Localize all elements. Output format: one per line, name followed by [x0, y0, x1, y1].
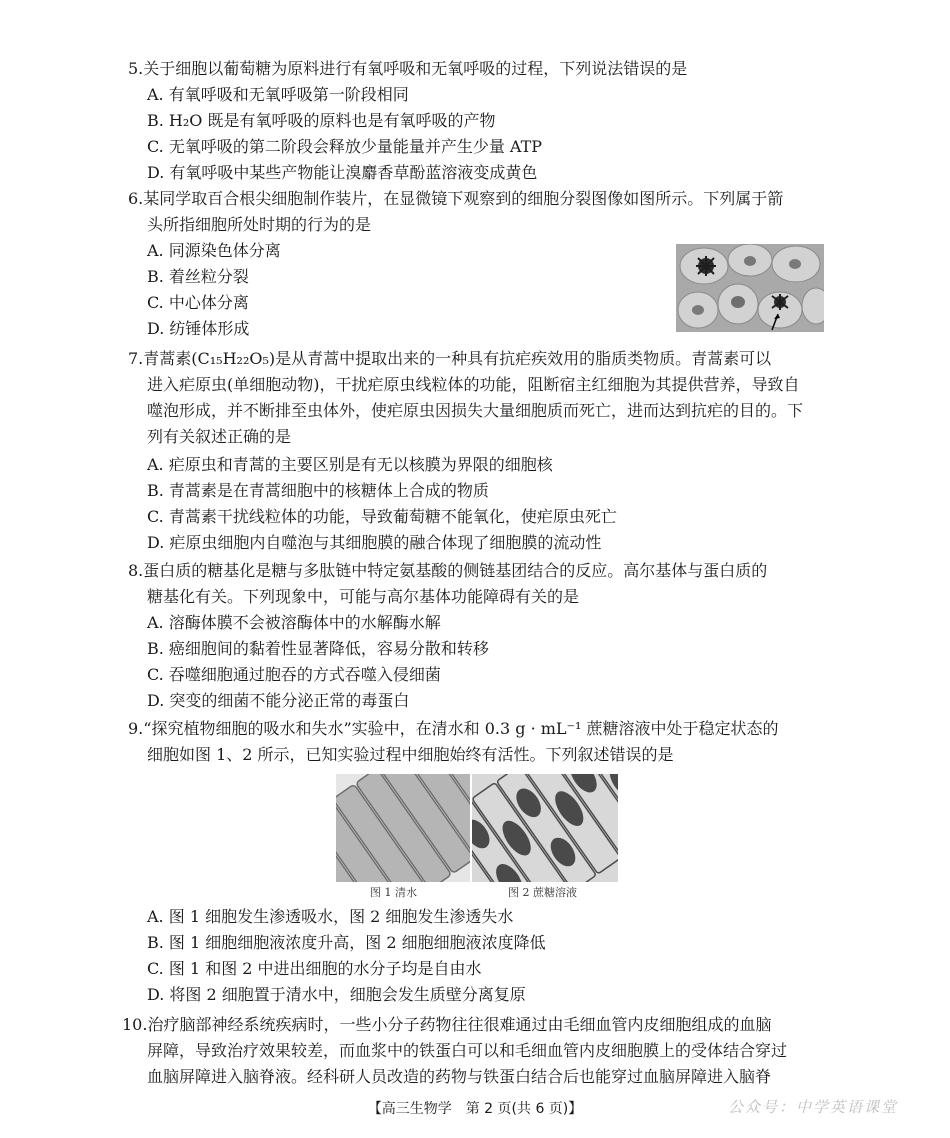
q9-stem-line2: 细胞如图 1、2 所示，已知实验过程中细胞始终有活性。下列叙述错误的是 — [147, 745, 674, 764]
q6-option-b: B. 着丝粒分裂 — [147, 267, 249, 286]
q10-stem-line2: 屏障，导致治疗效果较差，而血浆中的铁蛋白可以和毛细血管内皮细胞膜上的受体结合穿过 — [147, 1041, 788, 1060]
q7-option-b: B. 青蒿素是在青蒿细胞中的核糖体上合成的物质 — [147, 481, 489, 500]
q7-stem-line2: 进入疟原虫(单细胞动物)，干扰疟原虫线粒体的功能，阻断宿主红细胞为其提供营养，导致自 — [147, 375, 800, 394]
q10-stem-line1: 10.治疗脑部神经系统疾病时，一些小分子药物往往很难通过由毛细血管内皮细胞组成的血脑 — [122, 1015, 772, 1034]
q5-option-a: A. 有氧呼吸和无氧呼吸第一阶段相同 — [147, 85, 409, 104]
watermark: 公众号：中学英语课堂 — [728, 1098, 899, 1116]
q7-option-c: C. 青蒿素干扰线粒体的功能，导致葡萄糖不能氧化，使疟原虫死亡 — [147, 507, 617, 526]
mitosis-micrograph — [676, 244, 824, 332]
q8-option-b: B. 癌细胞间的黏着性显著降低，容易分散和转移 — [147, 639, 489, 658]
figure-1-caption: 图 1 清水 — [370, 886, 417, 899]
q8-option-a: A. 溶酶体膜不会被溶酶体中的水解酶水解 — [147, 613, 441, 632]
q10-stem-line3: 血脑屏障进入脑脊液。经科研人员改造的药物与铁蛋白结合后也能穿过血脑屏障进入脑脊 — [147, 1067, 772, 1086]
q6-stem-line2: 头所指细胞所处时期的行为的是 — [147, 215, 372, 234]
page-footer: 【高三生物学 第 2 页(共 6 页)】 — [367, 1101, 583, 1117]
q9-option-c: C. 图 1 和图 2 中进出细胞的水分子均是自由水 — [147, 959, 482, 978]
q8-stem-line1: 8.蛋白质的糖基化是糖与多肽链中特定氨基酸的侧链基团结合的反应。高尔基体与蛋白质的 — [128, 561, 768, 580]
q5-option-b: B. H₂O 既是有氧呼吸的原料也是有氧呼吸的产物 — [147, 111, 496, 130]
q6-option-d: D. 纺锤体形成 — [147, 319, 250, 338]
figure-2-caption: 图 2 蔗糖溶液 — [508, 886, 577, 899]
q8-option-c: C. 吞噬细胞通过胞吞的方式吞噬入侵细菌 — [147, 665, 441, 684]
q5-option-d: D. 有氧呼吸中某些产物能让溴麝香草酚蓝溶液变成黄色 — [147, 163, 538, 182]
q7-stem-line4: 列有关叙述正确的是 — [147, 427, 292, 446]
q7-stem-line1: 7.青蒿素(C₁₅H₂₂O₅)是从青蒿中提取出来的一种具有抗疟疾效用的脂质类物质。青蒿素可以 — [128, 349, 772, 368]
q9-option-a: A. 图 1 细胞发生渗透吸水，图 2 细胞发生渗透失水 — [147, 907, 514, 926]
q9-option-b: B. 图 1 细胞细胞液浓度升高，图 2 细胞细胞液浓度降低 — [147, 933, 546, 952]
q6-stem-line1: 6.某同学取百合根尖细胞制作装片，在显微镜下观察到的细胞分裂图像如图所示。下列属于箭 — [128, 189, 784, 208]
q8-stem-line2: 糖基化有关。下列现象中，可能与高尔基体功能障碍有关的是 — [147, 587, 580, 606]
q5-option-c: C. 无氧呼吸的第二阶段会释放少量能量并产生少量 ATP — [147, 137, 543, 156]
q7-option-a: A. 疟原虫和青蒿的主要区别是有无以核膜为界限的细胞核 — [147, 455, 553, 474]
q8-option-d: D. 突变的细菌不能分泌正常的毒蛋白 — [147, 691, 410, 710]
q7-option-d: D. 疟原虫细胞内自噬泡与其细胞膜的融合体现了细胞膜的流动性 — [147, 533, 602, 552]
q5-stem: 5.关于细胞以葡萄糖为原料进行有氧呼吸和无氧呼吸的过程，下列说法错误的是 — [128, 59, 688, 78]
q6-option-a: A. 同源染色体分离 — [147, 241, 281, 260]
figure-2-sucrose-cells — [472, 774, 618, 882]
q9-stem-line1: 9.“探究植物细胞的吸水和失水”实验中，在清水和 0.3 g · mL⁻¹ 蔗糖溶液中处于稳定状态的 — [128, 719, 779, 738]
figure-1-water-cells — [336, 774, 470, 882]
q7-stem-line3: 噬泡形成，并不断排至虫体外，使疟原虫因损失大量细胞质而死亡，进而达到抗疟的目的。下 — [147, 401, 804, 420]
q6-option-c: C. 中心体分离 — [147, 293, 249, 312]
q9-option-d: D. 将图 2 细胞置于清水中，细胞会发生质壁分离复原 — [147, 985, 526, 1004]
